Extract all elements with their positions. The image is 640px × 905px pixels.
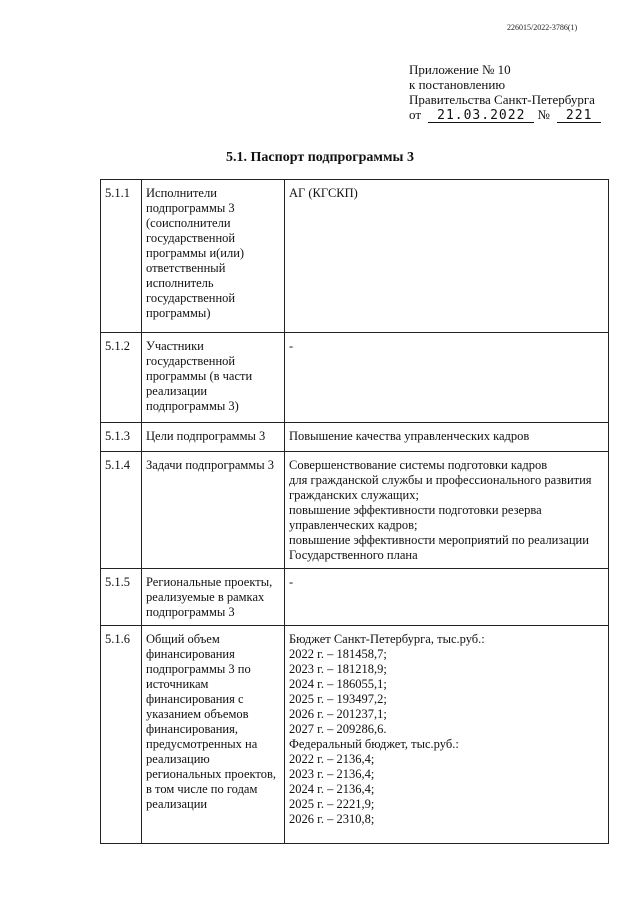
row-value [285,452,609,569]
table-row [101,180,609,333]
row-number: 5.1.1 [101,180,142,333]
value-line: Федеральный бюджет, тыс.руб.: [289,737,459,751]
value-line: - [289,575,294,589]
row-label: Цели подпрограммы 3 [142,423,285,452]
row-label: Задачи подпрограммы 3 [142,452,285,569]
row-number: 5.1.6 [101,626,142,844]
value-line: повышение эффективности подготовки резерва [289,503,542,517]
appendix-line-2: к постановлению [409,77,506,92]
row-number: 5.1.2 [101,333,142,423]
value-line: Повышение качества управленческих кадров [289,429,530,443]
value-line: 2026 г. – 201237,1; [289,707,387,721]
row-label: Общий объем финансирования подпрограммы 3 по источникам финансирования с указанием объемов финансирования, предусмотренных на реализацию региональных проектов, в том числе по годам реализации [142,626,285,844]
value-line: 2026 г. – 2310,8; [289,812,375,826]
table-row [101,452,609,569]
from-label: от [409,107,422,122]
value-line: 2022 г. – 181458,7; [289,647,387,661]
value-line: 2025 г. – 193497,2; [289,692,387,706]
row-label: Исполнители подпрограммы 3 (соисполнители государственной программы и(или) ответственный исполнитель государственной программы) [142,180,285,333]
row-number: 5.1.5 [101,569,142,626]
row-value [285,569,609,626]
value-line: Бюджет Санкт-Петербурга, тыс.руб.: [289,632,485,646]
row-value [285,333,609,423]
row-label: Участники государственной программы (в части реализации подпрограммы 3) [142,333,285,423]
page-title: 5.1. Паспорт подпрограммы 3 [226,150,414,165]
value-line: повышение эффективности мероприятий по реализации [289,533,589,547]
row-value [285,626,609,844]
passport-table [100,179,609,844]
row-value [285,423,609,452]
resolution-date: 21.03.2022 [428,109,534,123]
value-line: для гражданской службы и профессионального развития [289,473,592,487]
table-row [101,333,609,423]
appendix-line-3: Правительства Санкт-Петербурга [409,92,595,107]
value-line: 2023 г. – 181218,9; [289,662,387,676]
value-line: 2025 г. – 2221,9; [289,797,375,811]
value-line: гражданских служащих; [289,488,419,502]
value-line: Совершенствование системы подготовки кадров [289,458,548,472]
document-id: 226015/2022-3786(1) [507,23,578,32]
value-line: управленческих кадров; [289,518,418,532]
value-line: 2024 г. – 2136,4; [289,782,375,796]
value-line: 2027 г. – 209286,6. [289,722,387,736]
value-line: Государственного плана [289,548,418,562]
table-row [101,626,609,844]
value-line: 2023 г. – 2136,4; [289,767,375,781]
appendix-line-1: Приложение № 10 [409,62,511,77]
value-line: 2022 г. – 2136,4; [289,752,375,766]
row-label: Региональные проекты, реализуемые в рамках подпрограммы 3 [142,569,285,626]
number-label: № [537,107,550,122]
appendix-header [409,62,629,123]
resolution-number: 221 [557,109,601,123]
value-line: - [289,339,294,353]
table-row [101,569,609,626]
table-row [101,423,609,452]
appendix-date-line [409,107,629,123]
row-number: 5.1.4 [101,452,142,569]
value-line: АГ (КГСКП) [289,186,358,200]
row-value [285,180,609,333]
row-number: 5.1.3 [101,423,142,452]
value-line: 2024 г. – 186055,1; [289,677,387,691]
